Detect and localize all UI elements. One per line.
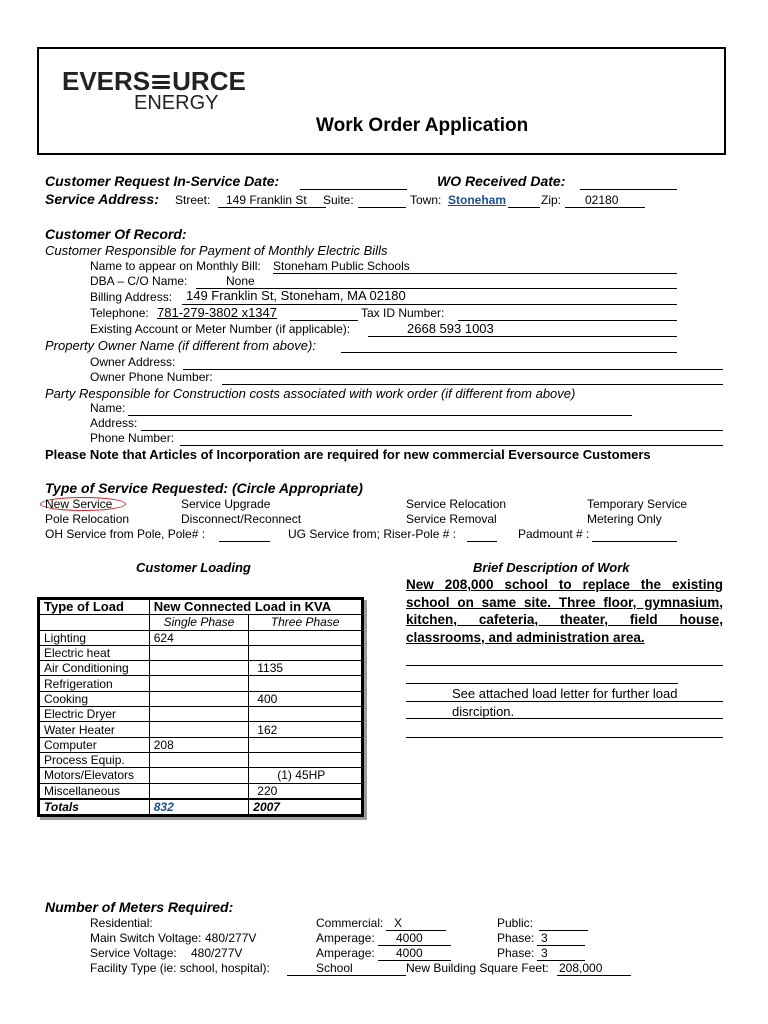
- single-phase-value[interactable]: [149, 645, 249, 660]
- town-field[interactable]: Stoneham: [448, 193, 507, 207]
- attached-note-line1: See attached load letter for further load: [452, 686, 678, 701]
- option-new-service[interactable]: New Service: [45, 497, 113, 511]
- service-voltage-field[interactable]: 480/277V: [191, 946, 243, 960]
- party-name-field[interactable]: [128, 415, 632, 416]
- facility-type-label: Facility Type (ie: school, hospital):: [90, 961, 270, 975]
- commercial-label: Commercial:: [316, 916, 384, 930]
- customer-responsible-text: Customer Responsible for Payment of Monthly Electric Bills: [45, 243, 388, 258]
- main-switch-voltage-label: Main Switch Voltage:: [90, 931, 202, 945]
- property-owner-label: Property Owner Name (if different from above):: [45, 338, 316, 353]
- party-address-label: Address:: [90, 416, 138, 430]
- description-line: [406, 683, 678, 684]
- dba-field[interactable]: None: [226, 274, 255, 288]
- public-label: Public:: [497, 916, 534, 930]
- phase-field-1[interactable]: 3: [537, 931, 585, 946]
- dba-label: DBA – C/O Name:: [90, 274, 188, 288]
- owner-address-field[interactable]: [183, 369, 723, 370]
- service-type-heading: Type of Service Requested: (Circle Appropriate): [45, 480, 363, 496]
- amperage-label-1: Amperage:: [316, 931, 375, 945]
- table-row: [39, 737, 363, 752]
- table-cell: [39, 615, 150, 630]
- three-phase-value[interactable]: [249, 752, 363, 767]
- table-row: [39, 676, 363, 691]
- customer-of-record-heading: Customer Of Record:: [45, 226, 187, 242]
- option-oh-service[interactable]: OH Service from Pole, Pole# :: [45, 527, 206, 541]
- table-row: [39, 630, 363, 645]
- single-phase-value[interactable]: [149, 752, 249, 767]
- suite-field[interactable]: [358, 207, 406, 208]
- option-disconnect-reconnect[interactable]: Disconnect/Reconnect: [181, 512, 302, 526]
- wo-received-date-field[interactable]: [580, 189, 677, 190]
- service-voltage-label: Service Voltage:: [90, 946, 177, 960]
- total-single-phase: 832: [149, 799, 249, 816]
- totals-row: [39, 799, 363, 816]
- three-phase-value[interactable]: (1) 45HP: [249, 768, 363, 783]
- amperage-label-2: Amperage:: [316, 946, 375, 960]
- option-pole-relocation[interactable]: Pole Relocation: [45, 512, 130, 526]
- description-heading: Brief Description of Work: [473, 560, 630, 575]
- table-row: [39, 783, 363, 799]
- col-new-load-kva: New Connected Load in KVA: [149, 599, 362, 615]
- single-phase-value[interactable]: 208: [149, 737, 249, 752]
- phase-field-2[interactable]: 3: [537, 946, 585, 961]
- in-service-date-label: Customer Request In-Service Date:: [45, 173, 280, 189]
- amperage-field-2[interactable]: 4000: [378, 946, 451, 961]
- bill-name-label: Name to appear on Monthly Bill:: [90, 259, 261, 273]
- street-field[interactable]: 149 Franklin St: [218, 193, 326, 208]
- page-title: Work Order Application: [316, 115, 529, 136]
- customer-loading-heading: Customer Loading: [136, 560, 251, 575]
- single-phase-value[interactable]: [149, 783, 249, 799]
- single-phase-value[interactable]: [149, 661, 249, 676]
- col-three-phase: Three Phase: [249, 615, 363, 630]
- padmount-label: Padmount # :: [518, 527, 590, 541]
- load-type: Electric Dryer: [39, 707, 150, 722]
- three-phase-value[interactable]: 162: [249, 722, 363, 737]
- load-type: Motors/Elevators: [39, 768, 150, 783]
- sqft-field[interactable]: 208,000: [557, 961, 631, 976]
- suite-label: Suite:: [323, 193, 354, 207]
- bill-name-field[interactable]: Stoneham Public Schools: [273, 259, 410, 273]
- service-address-label: Service Address:: [45, 191, 159, 207]
- three-phase-value[interactable]: [249, 645, 363, 660]
- owner-address-label: Owner Address:: [90, 355, 176, 369]
- option-metering-only[interactable]: Metering Only: [587, 512, 662, 526]
- table-row: [39, 691, 363, 706]
- telephone-label: Telephone:: [90, 306, 149, 320]
- articles-note: Please Note that Articles of Incorporation are required for new commercial Eversource Customers: [45, 447, 651, 462]
- town-underline: [508, 207, 540, 208]
- description-text[interactable]: New 208,000 school to replace the existing school on same site. Three floor, gymnasium, kitchen, cafeteria, theater, field house, classrooms, and administration area.: [406, 577, 723, 645]
- logo-o-icon: [151, 72, 171, 92]
- party-responsible-label: Party Responsible for Construction costs associated with work order (if different from above): [45, 386, 576, 401]
- three-phase-value[interactable]: 400: [249, 691, 363, 706]
- three-phase-value[interactable]: [249, 707, 363, 722]
- option-service-removal[interactable]: Service Removal: [406, 512, 497, 526]
- town-label: Town:: [410, 193, 442, 207]
- three-phase-value[interactable]: [249, 676, 363, 691]
- zip-field[interactable]: 02180: [565, 193, 645, 208]
- billing-address-label: Billing Address:: [90, 290, 173, 304]
- totals-label: Totals: [39, 799, 150, 816]
- three-phase-value[interactable]: [249, 630, 363, 645]
- table-row: [39, 752, 363, 767]
- logo-energy: ENERGY: [134, 92, 219, 114]
- account-number-field[interactable]: 2668 593 1003: [407, 321, 494, 336]
- party-phone-field[interactable]: [180, 445, 723, 446]
- property-owner-field[interactable]: [341, 352, 677, 353]
- load-type: Cooking: [39, 691, 150, 706]
- zip-label: Zip:: [541, 193, 562, 207]
- description-line: [406, 701, 723, 702]
- load-type: Electric heat: [39, 645, 150, 660]
- party-phone-label: Phone Number:: [90, 431, 175, 445]
- single-phase-value[interactable]: [149, 691, 249, 706]
- single-phase-value[interactable]: [149, 707, 249, 722]
- table-row: [39, 645, 363, 660]
- bill-name-underline: [273, 273, 677, 274]
- single-phase-value[interactable]: 624: [149, 630, 249, 645]
- wo-received-date-label: WO Received Date:: [437, 173, 566, 189]
- load-type: Air Conditioning: [39, 661, 150, 676]
- single-phase-value[interactable]: [149, 676, 249, 691]
- load-type: Miscellaneous: [39, 783, 150, 799]
- commercial-field[interactable]: X: [386, 916, 446, 931]
- tax-id-label: Tax ID Number:: [361, 306, 445, 320]
- in-service-date-field[interactable]: [300, 189, 407, 190]
- residential-label: Residential:: [90, 916, 153, 930]
- load-type: Computer: [39, 737, 150, 752]
- option-ug-service[interactable]: UG Service from; Riser-Pole # :: [288, 527, 457, 541]
- account-number-underline: [368, 336, 677, 337]
- three-phase-value[interactable]: 220: [249, 783, 363, 799]
- sqft-label: New Building Square Feet:: [406, 961, 549, 975]
- load-type: Refrigeration: [39, 676, 150, 691]
- option-service-relocation[interactable]: Service Relocation: [406, 497, 507, 511]
- meters-heading: Number of Meters Required:: [45, 899, 234, 915]
- col-type-of-load: Type of Load: [39, 599, 150, 615]
- customer-loading-table: [37, 597, 364, 817]
- load-type: Process Equip.: [39, 752, 150, 767]
- table-row: [39, 722, 363, 737]
- account-number-label: Existing Account or Meter Number (if applicable):: [90, 322, 351, 336]
- load-type: Lighting: [39, 630, 150, 645]
- table-row: [39, 707, 363, 722]
- description-line: [406, 718, 723, 719]
- total-three-phase: 2007: [249, 799, 363, 816]
- phase-label-2: Phase:: [497, 946, 535, 960]
- single-phase-value[interactable]: [149, 722, 249, 737]
- option-temporary-service[interactable]: Temporary Service: [587, 497, 688, 511]
- attached-note-line2: disrciption.: [452, 704, 515, 719]
- three-phase-value[interactable]: 1135: [249, 661, 363, 676]
- eversource-logo: EVERS URCE: [62, 66, 246, 96]
- table-row: [39, 661, 363, 676]
- three-phase-value[interactable]: [249, 737, 363, 752]
- party-name-label: Name:: [90, 401, 126, 415]
- padmount-field[interactable]: [592, 541, 677, 542]
- owner-phone-label: Owner Phone Number:: [90, 370, 213, 384]
- party-address-field[interactable]: [141, 430, 723, 431]
- description-line: [406, 737, 723, 738]
- col-single-phase: Single Phase: [149, 615, 249, 630]
- owner-phone-field[interactable]: [222, 384, 723, 385]
- telephone-underline: [290, 320, 358, 321]
- table-row: [39, 768, 363, 783]
- amperage-field-1[interactable]: 4000: [378, 931, 451, 946]
- load-type: Water Heater: [39, 722, 150, 737]
- telephone-field[interactable]: 781-279-3802 x1347: [157, 305, 277, 320]
- description-line: [406, 665, 723, 666]
- billing-address-field[interactable]: 149 Franklin St, Stoneham, MA 02180: [186, 288, 406, 303]
- facility-type-field[interactable]: School: [287, 961, 406, 976]
- phase-label-1: Phase:: [497, 931, 535, 945]
- pole-number-field[interactable]: [219, 541, 270, 542]
- street-label: Street:: [175, 193, 211, 207]
- riser-pole-field[interactable]: [467, 541, 497, 542]
- main-switch-voltage-field[interactable]: 480/277V: [205, 931, 257, 945]
- single-phase-value[interactable]: [149, 768, 249, 783]
- option-service-upgrade[interactable]: Service Upgrade: [181, 497, 271, 511]
